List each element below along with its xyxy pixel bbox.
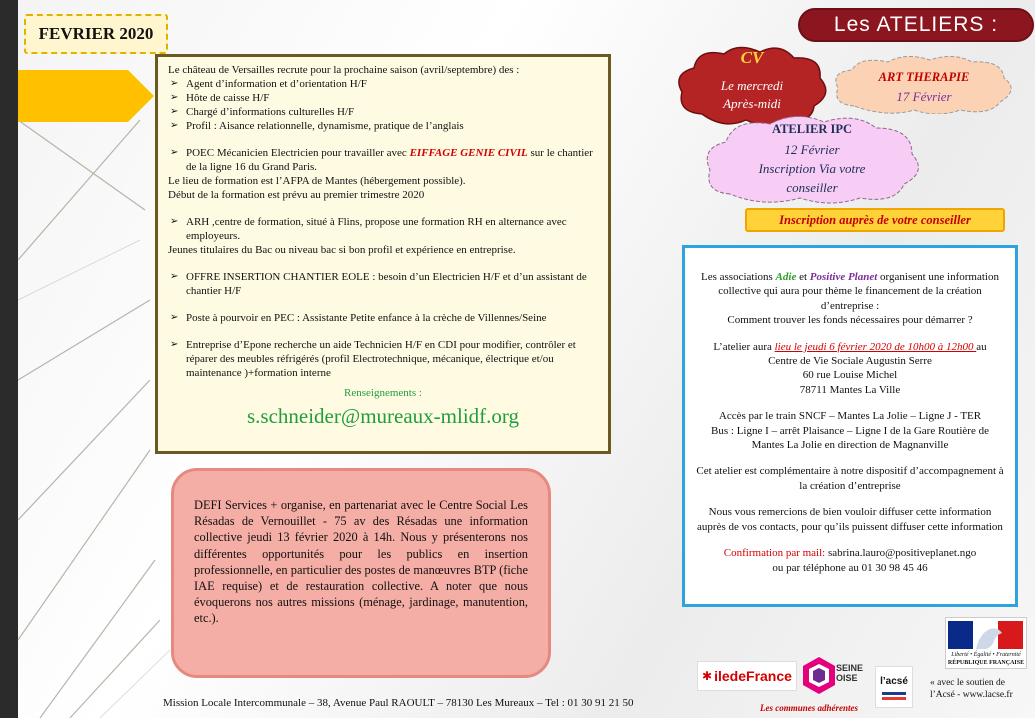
eole-offer: ➢ OFFRE INSERTION CHANTIER EOLE : besoin d’un Electricien H/F et d’un assistant de chantier H/F: [170, 271, 587, 297]
communes-label: Les communes adhérentes: [760, 703, 858, 713]
acse-logo: l’acsé: [875, 666, 913, 708]
arrow-bullet-icon: ➢: [170, 92, 179, 103]
ipc-title: ATELIER IPC: [772, 122, 852, 136]
confirm-email-link[interactable]: sabrina.lauro@positiveplanet.ngo: [825, 547, 977, 560]
adie-bus-access: Bus : Ligne I – arrêt Plaisance – Ligne I de la Gare Routière de Mantes La Jolie en direction de Magnanville: [711, 424, 989, 452]
ile-de-france-logo: ✱ iledeFrance: [697, 661, 797, 691]
adie-intro: Les associations Adie et Positive Planet organisent une information collective qui aura pour thème le financement de la création d’entreprise :: [701, 271, 999, 312]
republique-francaise-logo: Liberté • Égalité • Fraternité RÉPUBLIQUE FRANÇAISE: [945, 617, 1027, 669]
arrow-bullet-icon: ➢: [170, 339, 179, 350]
eiffage-highlight: EIFFAGE GENIE CIVIL: [409, 147, 528, 159]
adie-date-line: L’atelier aura lieu le jeudi 6 février 2020 de 10h00 à 12h00 au: [713, 340, 987, 353]
ateliers-title: Les ATELIERS :: [798, 8, 1034, 42]
adie-train-access: Accès par le train SNCF – Mantes La Jolie – Ligne J - TER: [718, 410, 982, 423]
adie-name: Adie: [775, 271, 797, 283]
inscription-banner: Inscription auprès de votre conseiller: [745, 208, 1005, 232]
adie-confirmation: [695, 546, 1005, 560]
seine-oise-logo: SEINE OISE: [803, 657, 863, 703]
art-therapie-cloud: [830, 54, 1018, 114]
cv-day: Le mercredi: [720, 78, 784, 93]
job-offers-box: [155, 54, 611, 454]
ipc-advisor: conseiller: [786, 180, 838, 195]
adie-complement: Cet atelier est complémentaire à notre dispositif d’accompagnement à la création d’entreprise: [696, 465, 1004, 492]
versailles-intro: Le château de Versailles recrute pour la prochaine saison (avril/septembre) des :: [168, 64, 520, 76]
adie-address-3: 78711 Mantes La Ville: [799, 383, 901, 396]
arh-offer: ➢ ARH ,centre de formation, situé à Flins, propose une formation RH en alternance avec employeurs.: [170, 216, 567, 242]
defi-services-box: [171, 468, 551, 678]
idf-star-icon: ✱: [702, 668, 713, 683]
ipc-registration: Inscription Via votre: [758, 161, 866, 176]
arh-requirements: Jeunes titulaires du Bac ou niveau bac si bon profil et expérience en entreprise.: [168, 244, 516, 256]
epone-offer: ➢ Entreprise d’Epone recherche un aide Technicien H/F en CDI pour modifier, contrôler et réparer des meubles réfrigérés (profil Electrotechnique, mécanique, électrique et/ou maintenance )+formation interne: [170, 339, 576, 379]
adie-address-2: 60 rue Louise Michel: [802, 369, 898, 382]
adie-date: lieu le jeudi 6 février 2020 de 10h00 à 12h00: [774, 340, 977, 353]
positive-planet-name: Positive Planet: [809, 271, 878, 283]
art-therapie-title: ART THERAPIE: [878, 70, 970, 84]
list-item: ➢ Hôte de caisse H/F: [170, 92, 270, 104]
list-item: ➢ Chargé d’informations culturelles H/F: [170, 106, 355, 118]
arrow-bullet-icon: ➢: [170, 271, 179, 282]
pec-offer: ➢ Poste à pourvoir en PEC : Assistante Petite enfance à la crèche de Villennes/Seine: [170, 312, 547, 324]
defi-text: DEFI Services + organise, en partenariat avec le Centre Social Les Résadas de Vernouillet - 75 av des Résadas une information collective jeudi 13 février 2020 à 14h. Nous y présenterons nos différentes opportunités pour les publics en insertion professionnelle, en particulier des postes de manœuvres BTP (fiche IAE requise) et de restauration collective. A noter que nous évoquerons nos autres missions (ménage, jardinage, manutention, etc.).: [194, 498, 528, 626]
contact-email-link[interactable]: s.schneider@mureaux-mlidf.org: [246, 404, 520, 428]
list-item: ➢ Profil : Aisance relationnelle, dynamisme, pratique de l’anglais: [170, 120, 464, 132]
arrow-bullet-icon: ➢: [170, 106, 179, 117]
cv-title: CV: [740, 48, 764, 67]
soutien-acse: « avec le soutien de l’Acsé - www.lacse.fr: [930, 678, 1013, 700]
adie-question: Comment trouver les fonds nécessaires pour démarrer ?: [727, 314, 973, 327]
adie-address-1: Centre de Vie Sociale Augustin Serre: [768, 355, 932, 368]
list-item: ➢ Agent d’information et d’orientation H/F: [170, 78, 367, 90]
poec-start: Début de la formation est prévu au premier trimestre 2020: [168, 189, 425, 201]
cv-time: Après-midi: [723, 96, 781, 111]
arrow-bullet-icon: ➢: [170, 147, 179, 158]
poec-location: Le lieu de formation est l’AFPA de Mantes (hébergement possible).: [168, 175, 466, 187]
month-label: FEVRIER 2020: [24, 14, 168, 54]
renseignements-label: Renseignements :: [344, 387, 422, 399]
arrow-bullet-icon: ➢: [170, 312, 179, 323]
art-therapie-date: 17 Février: [896, 89, 952, 104]
confirm-label: Confirmation par mail:: [723, 547, 826, 560]
footer-address: Mission Locale Intercommunale – 38, Avenue Paul RAOULT – 78130 Les Mureaux – Tel : 01 30 91 21 50: [163, 697, 634, 709]
versailles-list: [168, 77, 598, 133]
arrow-bullet-icon: ➢: [170, 120, 179, 131]
adie-positive-planet-box: [682, 245, 1018, 607]
arrow-bullet-icon: ➢: [170, 216, 179, 227]
confirm-phone: ou par téléphone au 01 30 98 45 46: [772, 561, 928, 574]
adie-thanks: Nous vous remercions de bien vouloir diffuser cette information auprès de vos contacts, pour qu’ils puissent diffuser cette information: [697, 506, 1003, 533]
ipc-date: 12 Février: [784, 142, 840, 157]
section-arrow-tab: [18, 70, 154, 122]
atelier-ipc-cloud: [700, 112, 924, 204]
arrow-bullet-icon: ➢: [170, 78, 179, 89]
poec-offer: ➢ POEC Mécanicien Electricien pour travailler avec EIFFAGE GENIE CIVIL sur le chantier de la ligne 16 du Grand Paris.: [170, 147, 593, 173]
